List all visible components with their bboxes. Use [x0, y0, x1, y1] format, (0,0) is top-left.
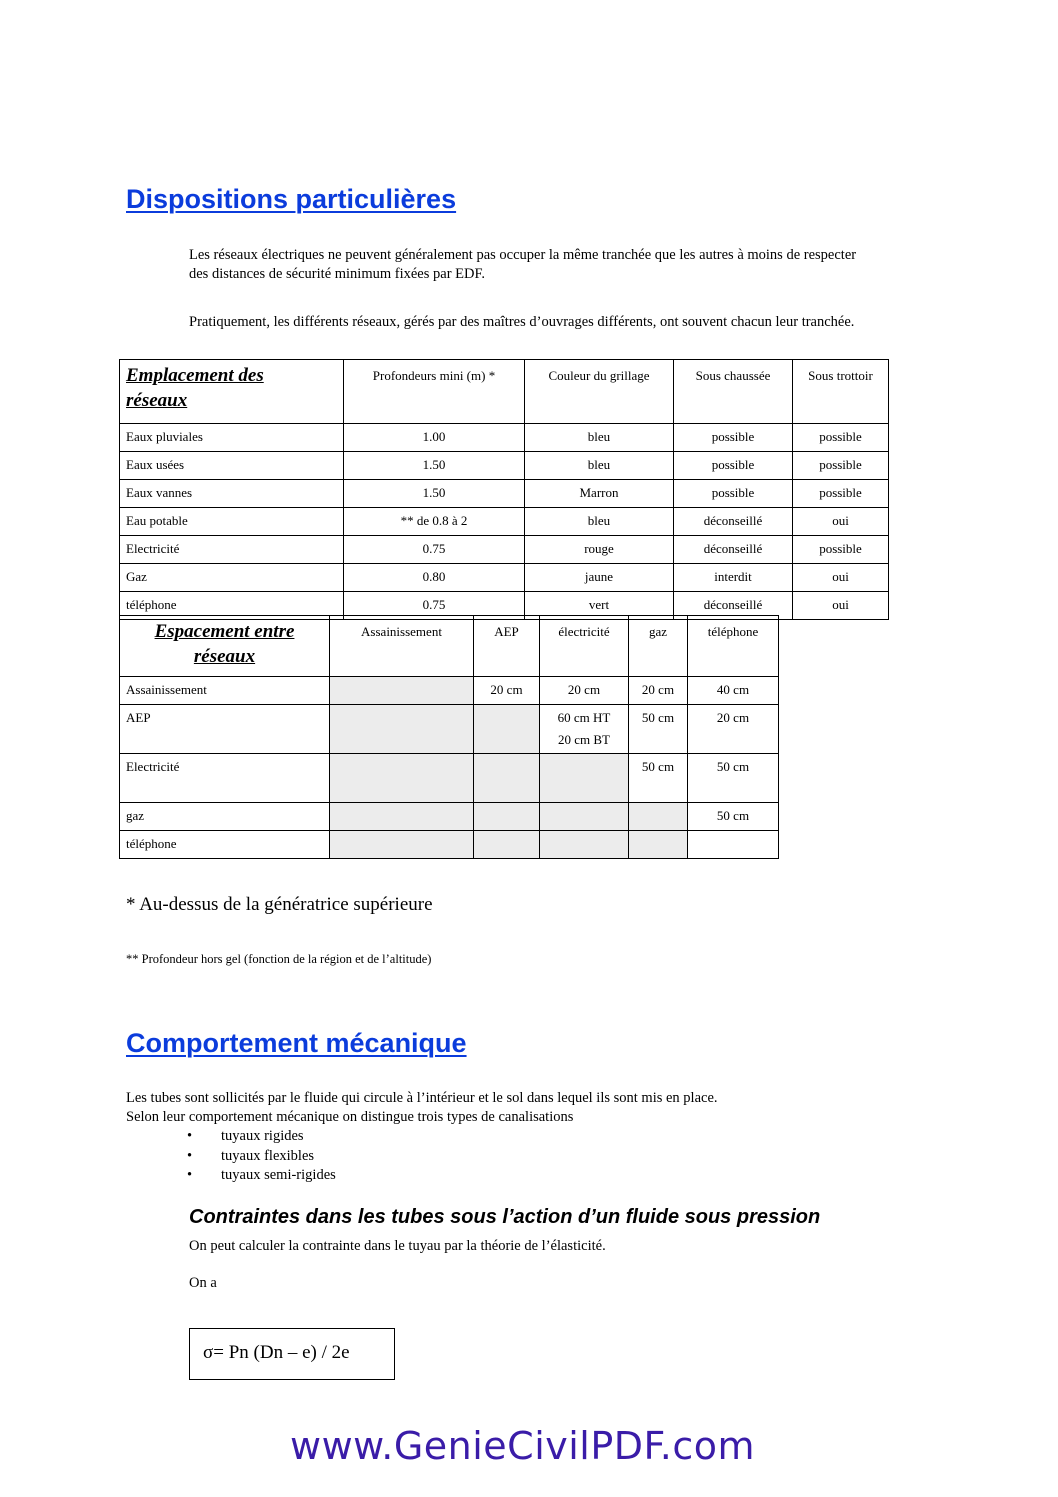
table-cell: Eaux usées: [120, 452, 344, 480]
table-row: [120, 452, 889, 480]
table-row: [120, 480, 889, 508]
table-cell-empty: [540, 803, 629, 831]
table-cell: interdit: [674, 564, 793, 592]
paragraph-line: Selon leur comportement mécanique on distingue trois types de canalisations: [126, 1109, 574, 1125]
table-header-spacing: Espacement entre réseaux: [120, 616, 330, 677]
table-cell: possible: [793, 536, 889, 564]
table-cell-empty: [330, 705, 474, 754]
table-cell: 60 cm HT 20 cm BT: [540, 705, 629, 754]
table-cell: Assainissement: [120, 677, 330, 705]
table-cell: 0.75: [344, 536, 525, 564]
table-cell: 50 cm: [629, 705, 688, 754]
table-cell: déconseillé: [674, 536, 793, 564]
column-header: téléphone: [688, 616, 779, 677]
table-cell: 0.80: [344, 564, 525, 592]
table-cell: Marron: [525, 480, 674, 508]
table-row: [120, 677, 779, 705]
footnote-frost-depth: ** Profondeur hors gel (fonction de la région et de l’altitude): [126, 952, 432, 966]
table-cell-empty: [474, 705, 540, 754]
table-cell: déconseillé: [674, 592, 793, 620]
table-cell: déconseillé: [674, 508, 793, 536]
table-cell-empty: [629, 831, 688, 859]
table-cell: 50 cm: [629, 754, 688, 803]
paragraph-line: des distances de sécurité minimum fixées par EDF.: [189, 266, 486, 282]
table-row: [120, 424, 889, 452]
table-network-locations: [119, 359, 889, 620]
footnote-generatrice: * Au-dessus de la génératrice supérieure: [126, 894, 433, 915]
formula-box: σ= Pn (Dn – e) / 2e: [189, 1328, 395, 1380]
table-cell: oui: [793, 592, 889, 620]
table-row: [120, 831, 779, 859]
table-cell: bleu: [525, 452, 674, 480]
table-cell: bleu: [525, 508, 674, 536]
paragraph-line: Les tubes sont sollicités par le fluide qui circule à l’intérieur et le sol dans lequel ils sont mis en place.: [126, 1090, 718, 1106]
table-cell: ** de 0.8 à 2: [344, 508, 525, 536]
table-cell: téléphone: [120, 592, 344, 620]
table-row: [120, 564, 889, 592]
table-cell: Eau potable: [120, 508, 344, 536]
table-cell: possible: [674, 452, 793, 480]
table-cell-empty: [629, 803, 688, 831]
table-row: [120, 705, 779, 754]
table-cell: oui: [793, 508, 889, 536]
table-cell-empty: [474, 831, 540, 859]
table-row: [120, 508, 889, 536]
table-cell: 20 cm: [474, 677, 540, 705]
table-header-row: [120, 360, 889, 424]
paragraph-electrical-networks: [189, 246, 949, 284]
table-cell: rouge: [525, 536, 674, 564]
table-row: [120, 754, 779, 803]
table-cell: 0.75: [344, 592, 525, 620]
column-header: Sous chaussée: [674, 360, 793, 424]
table-cell: jaune: [525, 564, 674, 592]
pipe-types-list: [187, 1127, 336, 1186]
table-row: [120, 803, 779, 831]
paragraph-trenches: Pratiquement, les différents réseaux, gérés par des maîtres d’ouvrages différents, ont souvent chacun leur tranchée.: [189, 314, 855, 330]
column-header: Assainissement: [330, 616, 474, 677]
table-cell: Eaux vannes: [120, 480, 344, 508]
table-cell-empty: [330, 677, 474, 705]
table-cell: 40 cm: [688, 677, 779, 705]
table-cell: possible: [793, 480, 889, 508]
table-cell: Electricité: [120, 754, 330, 803]
table-cell-empty: [474, 754, 540, 803]
column-header: électricité: [540, 616, 629, 677]
column-header: Profondeurs mini (m) *: [344, 360, 525, 424]
list-item: • tuyaux rigides: [187, 1127, 336, 1147]
table-cell: AEP: [120, 705, 330, 754]
section-heading-comportement: Comportement mécanique: [126, 1028, 467, 1058]
table-cell: possible: [793, 452, 889, 480]
list-item: • tuyaux semi-rigides: [187, 1166, 336, 1186]
table-network-spacing: [119, 615, 779, 859]
table-cell: 1.50: [344, 480, 525, 508]
table-cell: Eaux pluviales: [120, 424, 344, 452]
table-cell: bleu: [525, 424, 674, 452]
table-cell: possible: [674, 480, 793, 508]
table-cell: 1.00: [344, 424, 525, 452]
table-cell-empty: [330, 831, 474, 859]
table-cell: possible: [793, 424, 889, 452]
table-cell: téléphone: [120, 831, 330, 859]
table-cell: 50 cm: [688, 754, 779, 803]
table-cell: Gaz: [120, 564, 344, 592]
table-header-row: [120, 616, 779, 677]
table-cell: possible: [674, 424, 793, 452]
column-header: Sous trottoir: [793, 360, 889, 424]
list-item: • tuyaux flexibles: [187, 1147, 336, 1167]
table-cell: 20 cm: [629, 677, 688, 705]
table-cell: 50 cm: [688, 803, 779, 831]
table-cell-empty: [540, 754, 629, 803]
paragraph-line: Les réseaux électriques ne peuvent généralement pas occuper la même tranchée que les autres à moins de respecter: [189, 247, 857, 263]
table-cell-empty: [330, 803, 474, 831]
table-cell: oui: [793, 564, 889, 592]
table-cell: 20 cm: [540, 677, 629, 705]
table-cell: gaz: [120, 803, 330, 831]
table-cell: 20 cm: [688, 705, 779, 754]
subsection-heading-contraintes: Contraintes dans les tubes sous l’action d’un fluide sous pression: [189, 1206, 821, 1228]
table-header-location: Emplacement des réseaux: [120, 360, 344, 424]
column-header: gaz: [629, 616, 688, 677]
table-cell-empty: [688, 831, 779, 859]
footer-website-link[interactable]: www.GenieCivilPDF.com: [290, 1424, 756, 1468]
table-row: [120, 536, 889, 564]
section-heading-dispositions: Dispositions particulières: [126, 184, 457, 214]
table-cell: 1.50: [344, 452, 525, 480]
column-header: Couleur du grillage: [525, 360, 674, 424]
table-cell-empty: [330, 754, 474, 803]
table-cell: vert: [525, 592, 674, 620]
table-cell: Electricité: [120, 536, 344, 564]
paragraph-elasticity: On peut calculer la contrainte dans le tuyau par la théorie de l’élasticité.: [189, 1238, 606, 1254]
column-header: AEP: [474, 616, 540, 677]
paragraph-tubes: [126, 1089, 946, 1127]
table-cell-empty: [474, 803, 540, 831]
table-cell-empty: [540, 831, 629, 859]
paragraph-on-a: On a: [189, 1275, 217, 1291]
